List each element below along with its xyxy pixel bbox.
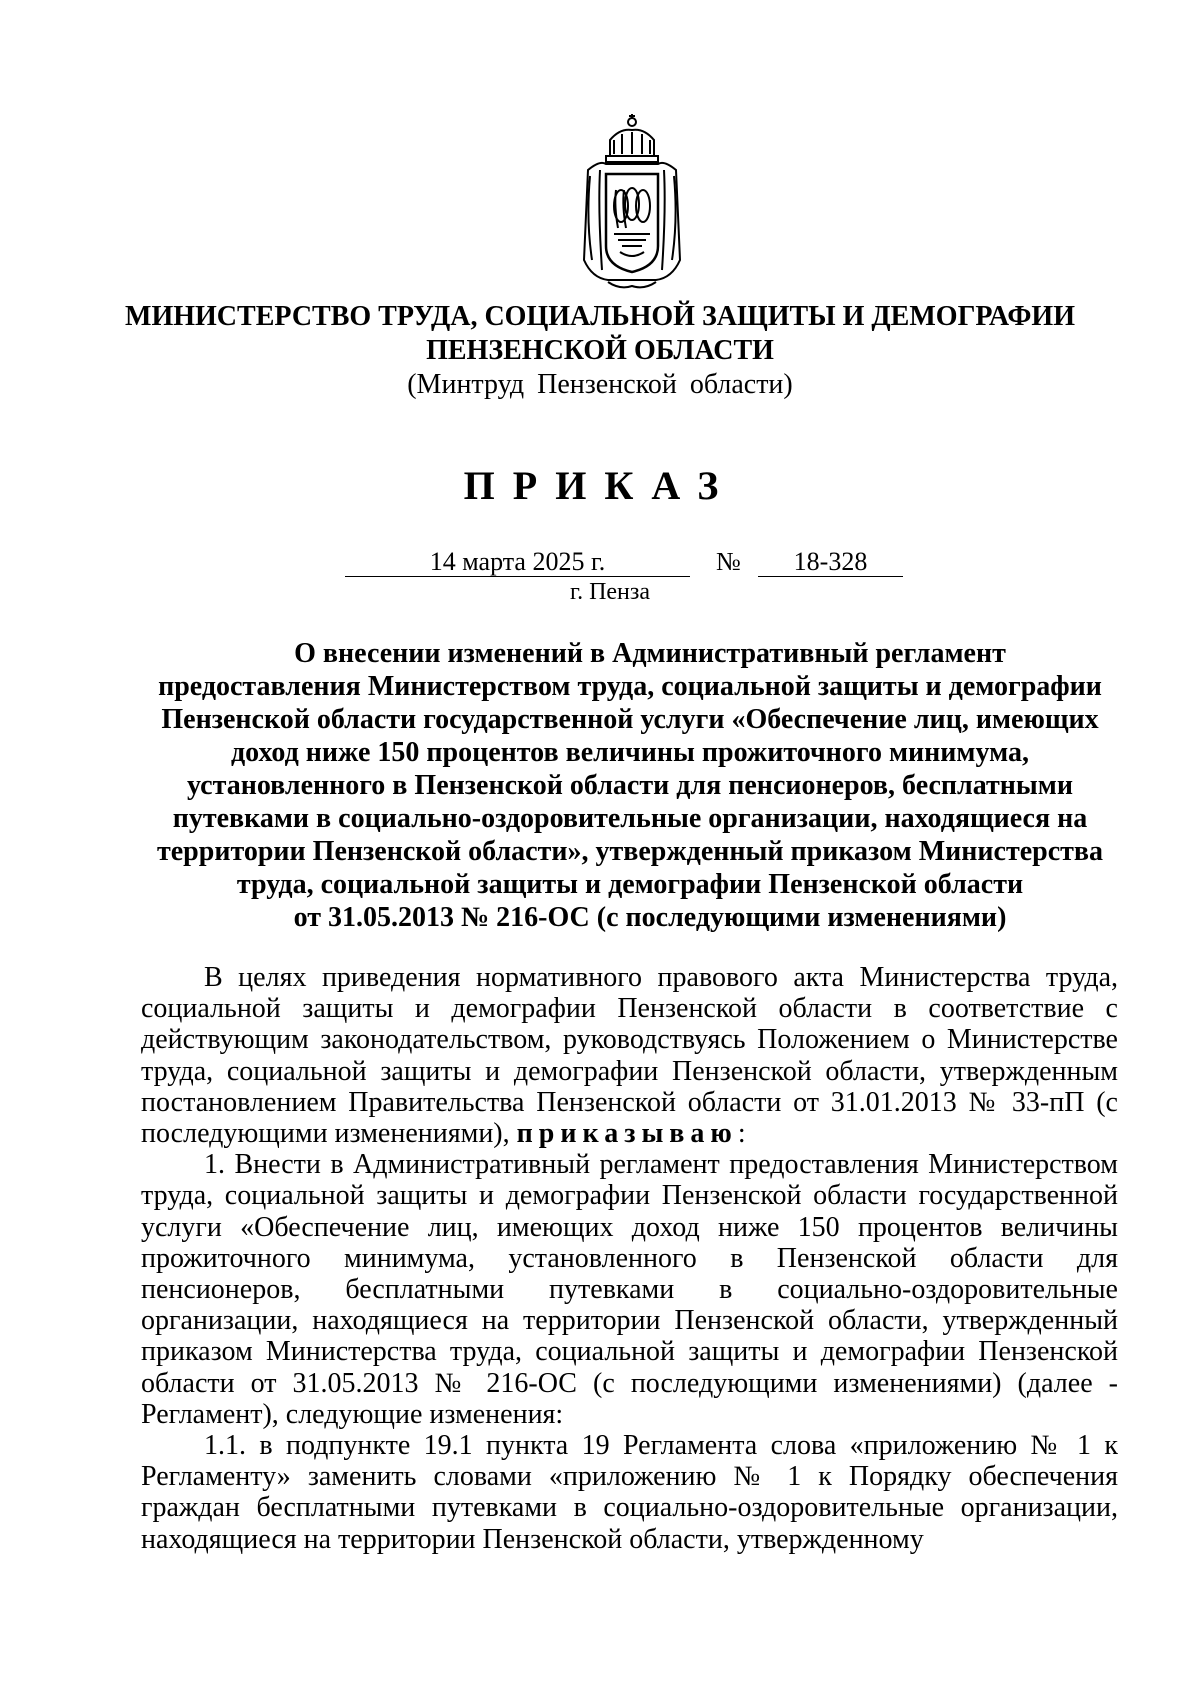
document-type-title: ПРИКАЗ [463, 463, 737, 508]
order-word: приказываю [516, 1118, 738, 1150]
coat-of-arms-emblem [580, 110, 684, 294]
subject-line: от 31.05.2013 № 216-ОС (с последующими изменениями) [293, 902, 1007, 933]
number-sign: № [716, 547, 741, 576]
document-body [141, 962, 1118, 1555]
subject-line: труда, социальной защиты и демографии Пензенской области [236, 869, 1024, 900]
preamble-paragraph [141, 962, 1118, 1149]
clause-1-1-paragraph: 1.1. в подпункте 19.1 пункта 19 Регламента слова «приложению № 1 к Регламенту» заменить словами «приложению № 1 к Порядку обеспечения граждан бесплатными путевками в социально-оздоровительные организации, находящиеся на территории Пензенской области, утвержденному [141, 1430, 1118, 1555]
document-city: г. Пенза [569, 579, 651, 605]
document-subject [140, 637, 1120, 934]
ministry-name-line2: ПЕНЗЕНСКОЙ ОБЛАСТИ [426, 335, 774, 366]
subject-line: установленного в Пензенской области для пенсионеров, бесплатными [187, 770, 1073, 801]
document-date: 14 марта 2025 г. [345, 548, 690, 577]
subject-line: О внесении изменений в Административный регламент [294, 638, 1006, 669]
clause-1-paragraph: 1. Внести в Административный регламент предоставления Министерством труда, социальной защиты и демографии Пензенской области государственной услуги «Обеспечение лиц, имеющих доход ниже 150 процентов величины прожиточного минимума, установленного в Пензенской области для пенсионеров, бесплатными путевками в социально-оздоровительные организации, находящиеся на территории Пензенской области, утвержденный приказом Министерства труда, социальной защиты и демографии Пензенской области от 31.05.2013 № 216-ОС (с последующими изменениями) (далее - Регламент), следующие изменения: [141, 1149, 1118, 1430]
document-number: 18-328 [758, 548, 903, 577]
subject-line: путевками в социально-оздоровительные организации, находящиеся на [172, 803, 1088, 834]
subject-line: территории Пензенской области», утвержденный приказом Министерства [157, 836, 1103, 867]
subject-line: предоставления Министерством труда, социальной защиты и демографии [158, 671, 1102, 702]
preamble-text: В целях приведения нормативного правового акта Министерства труда, социальной защиты и демографии Пензенской области в соответствие с действующим законодательством, руководствуясь Положением о Министерстве труда, социальной защиты и демографии Пензенской области, утвержденным постановлением Правительства Пензенской области от 31.01.2013 № 33-пП (с последующими изменениями), [141, 962, 1118, 1150]
subject-line: Пензенской области государственной услуги «Обеспечение лиц, имеющих [161, 704, 1099, 735]
subject-line: доход ниже 150 процентов величины прожиточного минимума, [231, 737, 1029, 768]
preamble-colon: : [737, 1118, 746, 1150]
ministry-name-line1: МИНИСТЕРСТВО ТРУДА, СОЦИАЛЬНОЙ ЗАЩИТЫ И ДЕМОГРАФИИ [125, 301, 1075, 332]
ministry-short-name: (Минтруд Пензенской области) [407, 369, 793, 400]
